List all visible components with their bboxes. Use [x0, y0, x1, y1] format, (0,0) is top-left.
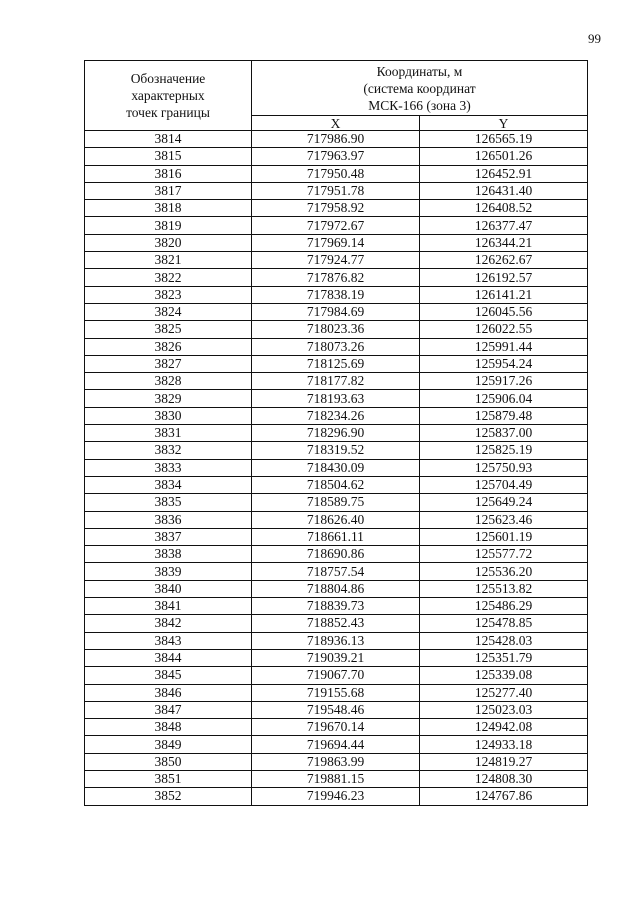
- y-coordinate-cell: 126262.67: [420, 252, 588, 269]
- table-row: [85, 736, 588, 753]
- point-id-cell: 3840: [85, 580, 252, 597]
- point-id-cell: 3845: [85, 667, 252, 684]
- x-coordinate-cell: 718073.26: [252, 338, 420, 355]
- point-id-cell: 3826: [85, 338, 252, 355]
- y-coordinate-cell: 125704.49: [420, 476, 588, 493]
- point-id-cell: 3839: [85, 563, 252, 580]
- y-coordinate-cell: 126408.52: [420, 200, 588, 217]
- x-coordinate-cell: 717963.97: [252, 148, 420, 165]
- y-coordinate-cell: 125577.72: [420, 546, 588, 563]
- y-coordinate-cell: 125428.03: [420, 632, 588, 649]
- point-id-cell: 3824: [85, 303, 252, 320]
- table-row: [85, 303, 588, 320]
- x-coordinate-cell: 717951.78: [252, 182, 420, 199]
- x-coordinate-cell: 718125.69: [252, 355, 420, 372]
- table-row: [85, 286, 588, 303]
- y-coordinate-cell: 125825.19: [420, 442, 588, 459]
- x-coordinate-cell: 719155.68: [252, 684, 420, 701]
- table-row: [85, 649, 588, 666]
- header-coord-line: (система координат: [363, 80, 476, 96]
- y-coordinate-cell: 126141.21: [420, 286, 588, 303]
- header-point-designation: [85, 61, 252, 131]
- x-coordinate-cell: 719067.70: [252, 667, 420, 684]
- table-row: [85, 321, 588, 338]
- point-id-cell: 3849: [85, 736, 252, 753]
- table-row: [85, 598, 588, 615]
- x-coordinate-cell: 718626.40: [252, 511, 420, 528]
- x-coordinate-cell: 718319.52: [252, 442, 420, 459]
- table-row: [85, 182, 588, 199]
- table-header: [85, 61, 588, 131]
- point-id-cell: 3834: [85, 476, 252, 493]
- point-id-cell: 3836: [85, 511, 252, 528]
- point-id-cell: 3850: [85, 753, 252, 770]
- y-coordinate-cell: 124933.18: [420, 736, 588, 753]
- point-id-cell: 3842: [85, 615, 252, 632]
- point-id-cell: 3846: [85, 684, 252, 701]
- y-coordinate-cell: 125649.24: [420, 494, 588, 511]
- table-row: [85, 476, 588, 493]
- point-id-cell: 3852: [85, 788, 252, 805]
- table-row: [85, 252, 588, 269]
- y-coordinate-cell: 125513.82: [420, 580, 588, 597]
- table-row: [85, 165, 588, 182]
- y-coordinate-cell: 124767.86: [420, 788, 588, 805]
- point-id-cell: 3823: [85, 286, 252, 303]
- table-row: [85, 148, 588, 165]
- table-row: [85, 131, 588, 148]
- header-point-line: характерных: [131, 88, 205, 103]
- table-row: [85, 632, 588, 649]
- y-coordinate-cell: 125750.93: [420, 459, 588, 476]
- point-id-cell: 3818: [85, 200, 252, 217]
- x-coordinate-cell: 719881.15: [252, 770, 420, 787]
- x-coordinate-cell: 718296.90: [252, 425, 420, 442]
- point-id-cell: 3838: [85, 546, 252, 563]
- table-row: [85, 234, 588, 251]
- header-coord-line: МСК-166 (зона 3): [368, 97, 471, 113]
- y-coordinate-cell: 125837.00: [420, 425, 588, 442]
- point-id-cell: 3817: [85, 182, 252, 199]
- table-row: [85, 200, 588, 217]
- table-row: [85, 390, 588, 407]
- x-coordinate-cell: 718804.86: [252, 580, 420, 597]
- table-row: [85, 667, 588, 684]
- y-coordinate-cell: 125486.29: [420, 598, 588, 615]
- y-coordinate-cell: 126565.19: [420, 131, 588, 148]
- x-coordinate-cell: 717972.67: [252, 217, 420, 234]
- x-coordinate-cell: 719863.99: [252, 753, 420, 770]
- table-row: [85, 269, 588, 286]
- point-id-cell: 3816: [85, 165, 252, 182]
- point-id-cell: 3821: [85, 252, 252, 269]
- header-point-line: Обозначение: [130, 71, 206, 86]
- table-row: [85, 770, 588, 787]
- point-id-cell: 3814: [85, 131, 252, 148]
- table-body: [85, 131, 588, 806]
- x-coordinate-cell: 717876.82: [252, 269, 420, 286]
- y-coordinate-cell: 124819.27: [420, 753, 588, 770]
- y-coordinate-cell: 126377.47: [420, 217, 588, 234]
- point-id-cell: 3830: [85, 407, 252, 424]
- x-coordinate-cell: 717950.48: [252, 165, 420, 182]
- point-id-cell: 3844: [85, 649, 252, 666]
- coordinates-table: [84, 60, 588, 806]
- table-row: [85, 217, 588, 234]
- x-coordinate-cell: 719946.23: [252, 788, 420, 805]
- point-id-cell: 3841: [85, 598, 252, 615]
- y-coordinate-cell: 124942.08: [420, 719, 588, 736]
- header-coord-line: Координаты, м: [376, 63, 463, 79]
- x-coordinate-cell: 718852.43: [252, 615, 420, 632]
- x-coordinate-cell: 718661.11: [252, 528, 420, 545]
- y-coordinate-cell: 125991.44: [420, 338, 588, 355]
- point-id-cell: 3833: [85, 459, 252, 476]
- x-coordinate-cell: 717838.19: [252, 286, 420, 303]
- y-coordinate-cell: 125917.26: [420, 373, 588, 390]
- table-row: [85, 511, 588, 528]
- y-coordinate-cell: 125536.20: [420, 563, 588, 580]
- y-coordinate-cell: 125954.24: [420, 355, 588, 372]
- header-y: Y: [420, 116, 588, 131]
- point-id-cell: 3819: [85, 217, 252, 234]
- y-coordinate-cell: 125906.04: [420, 390, 588, 407]
- y-coordinate-cell: 125879.48: [420, 407, 588, 424]
- point-id-cell: 3832: [85, 442, 252, 459]
- point-id-cell: 3815: [85, 148, 252, 165]
- table-row: [85, 355, 588, 372]
- x-coordinate-cell: 719548.46: [252, 701, 420, 718]
- table-row: [85, 528, 588, 545]
- table-row: [85, 373, 588, 390]
- table-row: [85, 753, 588, 770]
- x-coordinate-cell: 718936.13: [252, 632, 420, 649]
- y-coordinate-cell: 125023.03: [420, 701, 588, 718]
- table-row: [85, 563, 588, 580]
- table-row: [85, 615, 588, 632]
- point-id-cell: 3820: [85, 234, 252, 251]
- point-id-cell: 3831: [85, 425, 252, 442]
- point-id-cell: 3837: [85, 528, 252, 545]
- table-row: [85, 701, 588, 718]
- x-coordinate-cell: 718504.62: [252, 476, 420, 493]
- x-coordinate-cell: 718839.73: [252, 598, 420, 615]
- y-coordinate-cell: 126022.55: [420, 321, 588, 338]
- x-coordinate-cell: 717986.90: [252, 131, 420, 148]
- x-coordinate-cell: 717969.14: [252, 234, 420, 251]
- y-coordinate-cell: 126045.56: [420, 303, 588, 320]
- point-id-cell: 3835: [85, 494, 252, 511]
- table-row: [85, 407, 588, 424]
- header-coordinates: [252, 61, 588, 116]
- header-point-line: точек границы: [126, 105, 210, 120]
- y-coordinate-cell: 126431.40: [420, 182, 588, 199]
- header-x: X: [252, 116, 420, 131]
- y-coordinate-cell: 126501.26: [420, 148, 588, 165]
- y-coordinate-cell: 124808.30: [420, 770, 588, 787]
- point-id-cell: 3829: [85, 390, 252, 407]
- table-row: [85, 338, 588, 355]
- y-coordinate-cell: 125601.19: [420, 528, 588, 545]
- table-row: [85, 494, 588, 511]
- point-id-cell: 3825: [85, 321, 252, 338]
- x-coordinate-cell: 718757.54: [252, 563, 420, 580]
- point-id-cell: 3848: [85, 719, 252, 736]
- x-coordinate-cell: 718177.82: [252, 373, 420, 390]
- y-coordinate-cell: 126192.57: [420, 269, 588, 286]
- table-row: [85, 442, 588, 459]
- point-id-cell: 3828: [85, 373, 252, 390]
- point-id-cell: 3843: [85, 632, 252, 649]
- point-id-cell: 3827: [85, 355, 252, 372]
- x-coordinate-cell: 717958.92: [252, 200, 420, 217]
- page-number: 99: [588, 31, 601, 46]
- y-coordinate-cell: 125478.85: [420, 615, 588, 632]
- table-row: [85, 425, 588, 442]
- x-coordinate-cell: 718430.09: [252, 459, 420, 476]
- table-row: [85, 788, 588, 805]
- x-coordinate-cell: 717924.77: [252, 252, 420, 269]
- point-id-cell: 3822: [85, 269, 252, 286]
- y-coordinate-cell: 125351.79: [420, 649, 588, 666]
- table-row: [85, 719, 588, 736]
- y-coordinate-cell: 126344.21: [420, 234, 588, 251]
- point-id-cell: 3847: [85, 701, 252, 718]
- x-coordinate-cell: 718690.86: [252, 546, 420, 563]
- point-id-cell: 3851: [85, 770, 252, 787]
- table-row: [85, 546, 588, 563]
- y-coordinate-cell: 125623.46: [420, 511, 588, 528]
- table-row: [85, 580, 588, 597]
- x-coordinate-cell: 718589.75: [252, 494, 420, 511]
- x-coordinate-cell: 717984.69: [252, 303, 420, 320]
- table-row: [85, 459, 588, 476]
- x-coordinate-cell: 718023.36: [252, 321, 420, 338]
- x-coordinate-cell: 718193.63: [252, 390, 420, 407]
- x-coordinate-cell: 719039.21: [252, 649, 420, 666]
- y-coordinate-cell: 125339.08: [420, 667, 588, 684]
- x-coordinate-cell: 718234.26: [252, 407, 420, 424]
- y-coordinate-cell: 126452.91: [420, 165, 588, 182]
- table-row: [85, 684, 588, 701]
- x-coordinate-cell: 719694.44: [252, 736, 420, 753]
- y-coordinate-cell: 125277.40: [420, 684, 588, 701]
- x-coordinate-cell: 719670.14: [252, 719, 420, 736]
